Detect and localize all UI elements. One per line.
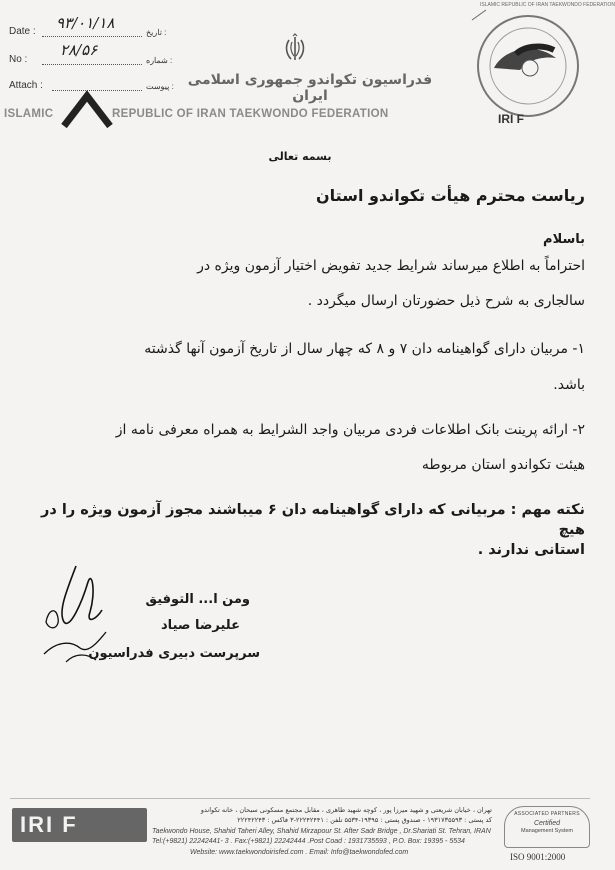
footer-brand-text: IRI F — [20, 812, 78, 837]
number-value: ۲۸/۵۶ — [60, 41, 98, 59]
recipient: ریاست محترم هیأت تکواندو استان — [316, 186, 585, 205]
footer-address-en-3: Website: www.taekwondoirisfed.com . Email: Info@taekwondofed.com — [190, 849, 409, 856]
number-label: No : — [9, 54, 28, 65]
attach-label: Attach : — [9, 80, 43, 91]
attach-label-fa: پیوست : — [146, 82, 174, 91]
number-label-fa: شماره : — [146, 56, 173, 65]
footer-address-en-2: Tel:(+9821) 22242441- 3 . Fax:(+9821) 22242444 .Post Coad : 1931735593 , P.O. Box: 19395 - 5534 — [152, 838, 465, 845]
item-2-line-1: ۲- ارائه پرینت بانک اطلاعات فردی مربیان واجد الشرایط به همراه معرفی نامه از — [115, 422, 585, 438]
logo-brand: IRI F — [498, 112, 524, 126]
note-line-2: استانی ندارند . — [477, 542, 585, 558]
signature-closing: ومن ا... التوفیق — [145, 592, 250, 607]
date-value: ۹۳/۰۱/۱۸ — [56, 14, 115, 32]
note-line-1: نکته مهم : مربیانی که دارای گواهینامه دان ۶ میباشند مجوز آزمون ویژه را در هیچ — [41, 502, 585, 538]
federation-logo-icon — [458, 6, 594, 132]
cert-certified-text: Certified — [533, 820, 561, 827]
certification-badge — [504, 806, 590, 848]
cert-management-text: Management System — [521, 828, 573, 834]
federation-title-en-left: ISLAMIC — [4, 108, 54, 120]
footer-divider — [10, 798, 590, 799]
federation-title-fa: فدراسیون تکواندو جمهوری اسلامی ایران — [187, 72, 433, 104]
paragraph-1-line-1: احتراماً به اطلاع میرساند شرایط جدید تفویض اختیار آزمون ویژه در — [197, 258, 585, 274]
footer-address-en-1: Taekwondo House, Shahid Taheri Alley, Shahid Mirzapour St. After Sadr Bridge , Dr.Shariati St. Tehran, IRAN — [152, 828, 491, 835]
salutation: باسلام — [543, 232, 585, 247]
signatory-title: سرپرست دبیری فدراسیون — [88, 646, 260, 661]
signatory-name: علیرضا صیاد — [161, 618, 240, 633]
invocation: بسمه تعالی — [268, 150, 332, 163]
chevron-mark-icon — [62, 90, 112, 130]
item-1-line-1: ۱- مربیان دارای گواهینامه دان ۷ و ۸ که چهار سال از تاریخ آزمون آنها گذشته — [144, 341, 585, 357]
federation-title-en-right: REPUBLIC OF IRAN TAEKWONDO FEDERATION — [112, 108, 389, 120]
date-label-fa: تاریخ : — [146, 28, 167, 37]
footer-brand — [12, 808, 147, 842]
paragraph-1-line-2: سالجاری به شرح ذیل حضورتان ارسال میگردد . — [307, 293, 585, 309]
item-2-line-2: هیئت تکواندو استان مربوطه — [421, 457, 585, 473]
cert-top-text: ASSOCIATED PARTNERS — [514, 811, 580, 817]
iran-emblem-icon — [282, 34, 308, 64]
iso-label: ISO 9001:2000 — [510, 852, 566, 862]
footer-address-fa-2: کد پستی : ۱۹۳۱۷۳۵۵۹۳ - صندوق پستی : ۱۹۳۹۵-۵۵۳۴ تلفن : ۲۲۲۴۲۴۴۱-۳ فاکس : ۲۲۲۴۲۲۴۳ — [237, 816, 492, 824]
logo-ring-text: ISLAMIC REPUBLIC OF IRAN TAEKWONDO FEDERATION — [480, 2, 615, 8]
date-label: Date : — [9, 26, 36, 37]
footer-address-fa-1: تهران ، خیابان شریعتی و شهید میرزا پور ، کوچه شهید طاهری ، مقابل مجتمع مسکونی سبحان ، خانه تکواندو — [200, 806, 492, 814]
item-1-line-2: باشد. — [553, 377, 585, 393]
